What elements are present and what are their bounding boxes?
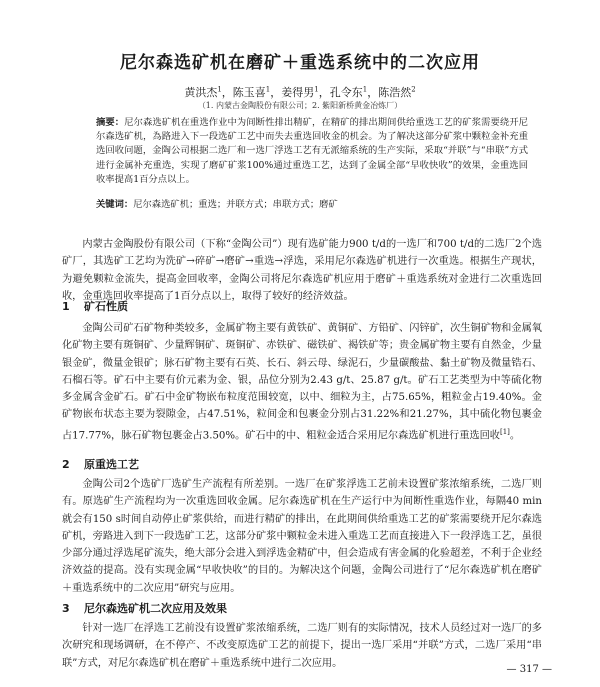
citation: [1] [499, 427, 510, 436]
keywords-text: 尼尔森选矿机；重选；并联方式；串联方式；磨矿 [133, 199, 338, 210]
author: 孔令东$^1$ [329, 85, 368, 99]
author-line: 黄洪杰$^1$，陈玉喜$^1$，姜得男$^1$，孔令东$^1$，陈浩然$^2$ [184, 85, 416, 99]
section-body: 金陶公司矿石矿物种类较多，金属矿物主要有黄铁矿、黄铜矿、方铅矿、闪锌矿，次生铜矿物和金属氧化矿物主要有斑铜矿、少量辉铜矿、斑铜矿、赤铁矿、磁铁矿、褐铁矿等；贵金属矿物主要有自然金，少量银金矿，微量金银矿；脉石矿物主要有石英、长石、斜云母、绿泥石，少量碳酸盐、黏土矿物及微量锆石、石榴石等。矿石中主要有价元素为金、银，品位分别为2.43 g/t、25.87 g/t。矿石工艺类型为中等硫化物多金属含金矿石。矿石中金矿物嵌布粒度范围较宽，以中、细粒为主，占75.65%，粗粒金占19.40%。金矿物嵌布状态主要为裂隙金，占47.51%，粒间金和包裹金分别占31.22%和21.27%，其中硫化物包裹金占17.77%，脉石矿物包裹金占3.50%。矿石中的中、粗粒金适合采用尼尔森选矿机进行重选回收[1]。 [62, 323, 542, 442]
keywords-label: 关键词： [96, 199, 134, 210]
section-body: 针对一选厂在浮选工艺前没有设置矿浆浓缩系统，二选厂则有的实际情况，技术人员经过对一选厂的多次研究和现场调研，在不停产、不改变原选矿工艺的前提下，提出一选厂采用“并联”方式，二选厂采用“串联”方式，对尼尔森选矿机在磨矿＋重选系统中进行二次应用。 [62, 623, 542, 669]
section-body: 金陶公司2个选矿厂选矿生产流程有所差别。一选厂在矿浆浮选工艺前未设置矿浆浓缩系统，二选厂则有。原选矿生产流程均为一次重选回收金属。尼尔森选矿机在生产运行中为间断性重选作业，每隔40 min就会有150 s时间自动停止矿浆供给，而进行精矿的排出，在此期间供给重选工艺的矿浆需要绕开尼尔森选矿机，旁路进入到下一段选矿工艺，这部分矿浆中颗粒金未进入重选工艺而直接进入下一段浮选工艺，虽很少部分通过浮选尾矿流失，绝大部分会进入到浮选金精矿中，但会造成有害金属的化验超差，不利于企业经济效益的提高。没有实现金属“早收快收”的目的。为解决这个问题，金陶公司进行了“尼尔森选矿机在磨矿＋重选系统中的二次应用”研究与应用。 [62, 479, 542, 594]
abstract [96, 116, 528, 187]
author: 陈玉喜$^1$ [232, 85, 271, 99]
author: 陈浩然$^2$ [378, 85, 416, 99]
keywords [96, 198, 528, 212]
page-number: — 317 — [506, 664, 552, 675]
abstract-label: 摘要： [96, 117, 125, 128]
intro-paragraph: 内蒙古金陶股份有限公司（下称“金陶公司”）现有选矿能力900 t/d的一选厂和700 t/d的二选厂2个选矿厂，其选矿工艺均为洗矿→碎矿→磨矿→重选→浮选，采用尼尔森选矿机进行一次重选。根据生产现状，为避免颗粒金流失，提高金回收率，金陶公司将尼尔森选矿机应用于磨矿＋重选系统对金进行二次重选回收，金重选回收率提高了1百分点以上，取得了较好的经济效益。 [62, 239, 542, 302]
author: 黄洪杰$^1$ [184, 85, 222, 99]
author: 姜得男$^1$ [281, 85, 319, 99]
paper-title: 尼尔森选矿机在磨矿＋重选系统中的二次应用 [120, 53, 480, 73]
section-heading: 1 矿石性质 [62, 300, 128, 313]
section-heading: 3 尼尔森选矿机二次应用及效果 [62, 602, 227, 615]
affiliation: （1. 内蒙古金陶股份有限公司；2. 紫阳新桥黄金冶炼厂） [197, 101, 403, 110]
section-heading: 2 原重选工艺 [62, 458, 139, 471]
abstract-text: 尼尔森选矿机在重选作业中为间断性排出精矿，在精矿的排出期间供给重选工艺的矿浆需要绕开尼尔森选矿机，為路进入下一段选矿工艺中而失去重选回收金的机会。为了解决这部分矿浆中颗粒金补充重选回收问题，金陶公司根据二选厂和一选厂浮选工艺有无派缩系统的生产实际，采取“并联”与“串联”方式进行金属补充重选，实现了磨矿矿浆100%通过重选工艺，达到了金属全部“早收快收”的效果，金重选回收率提高1百分点以上。 [96, 117, 528, 185]
